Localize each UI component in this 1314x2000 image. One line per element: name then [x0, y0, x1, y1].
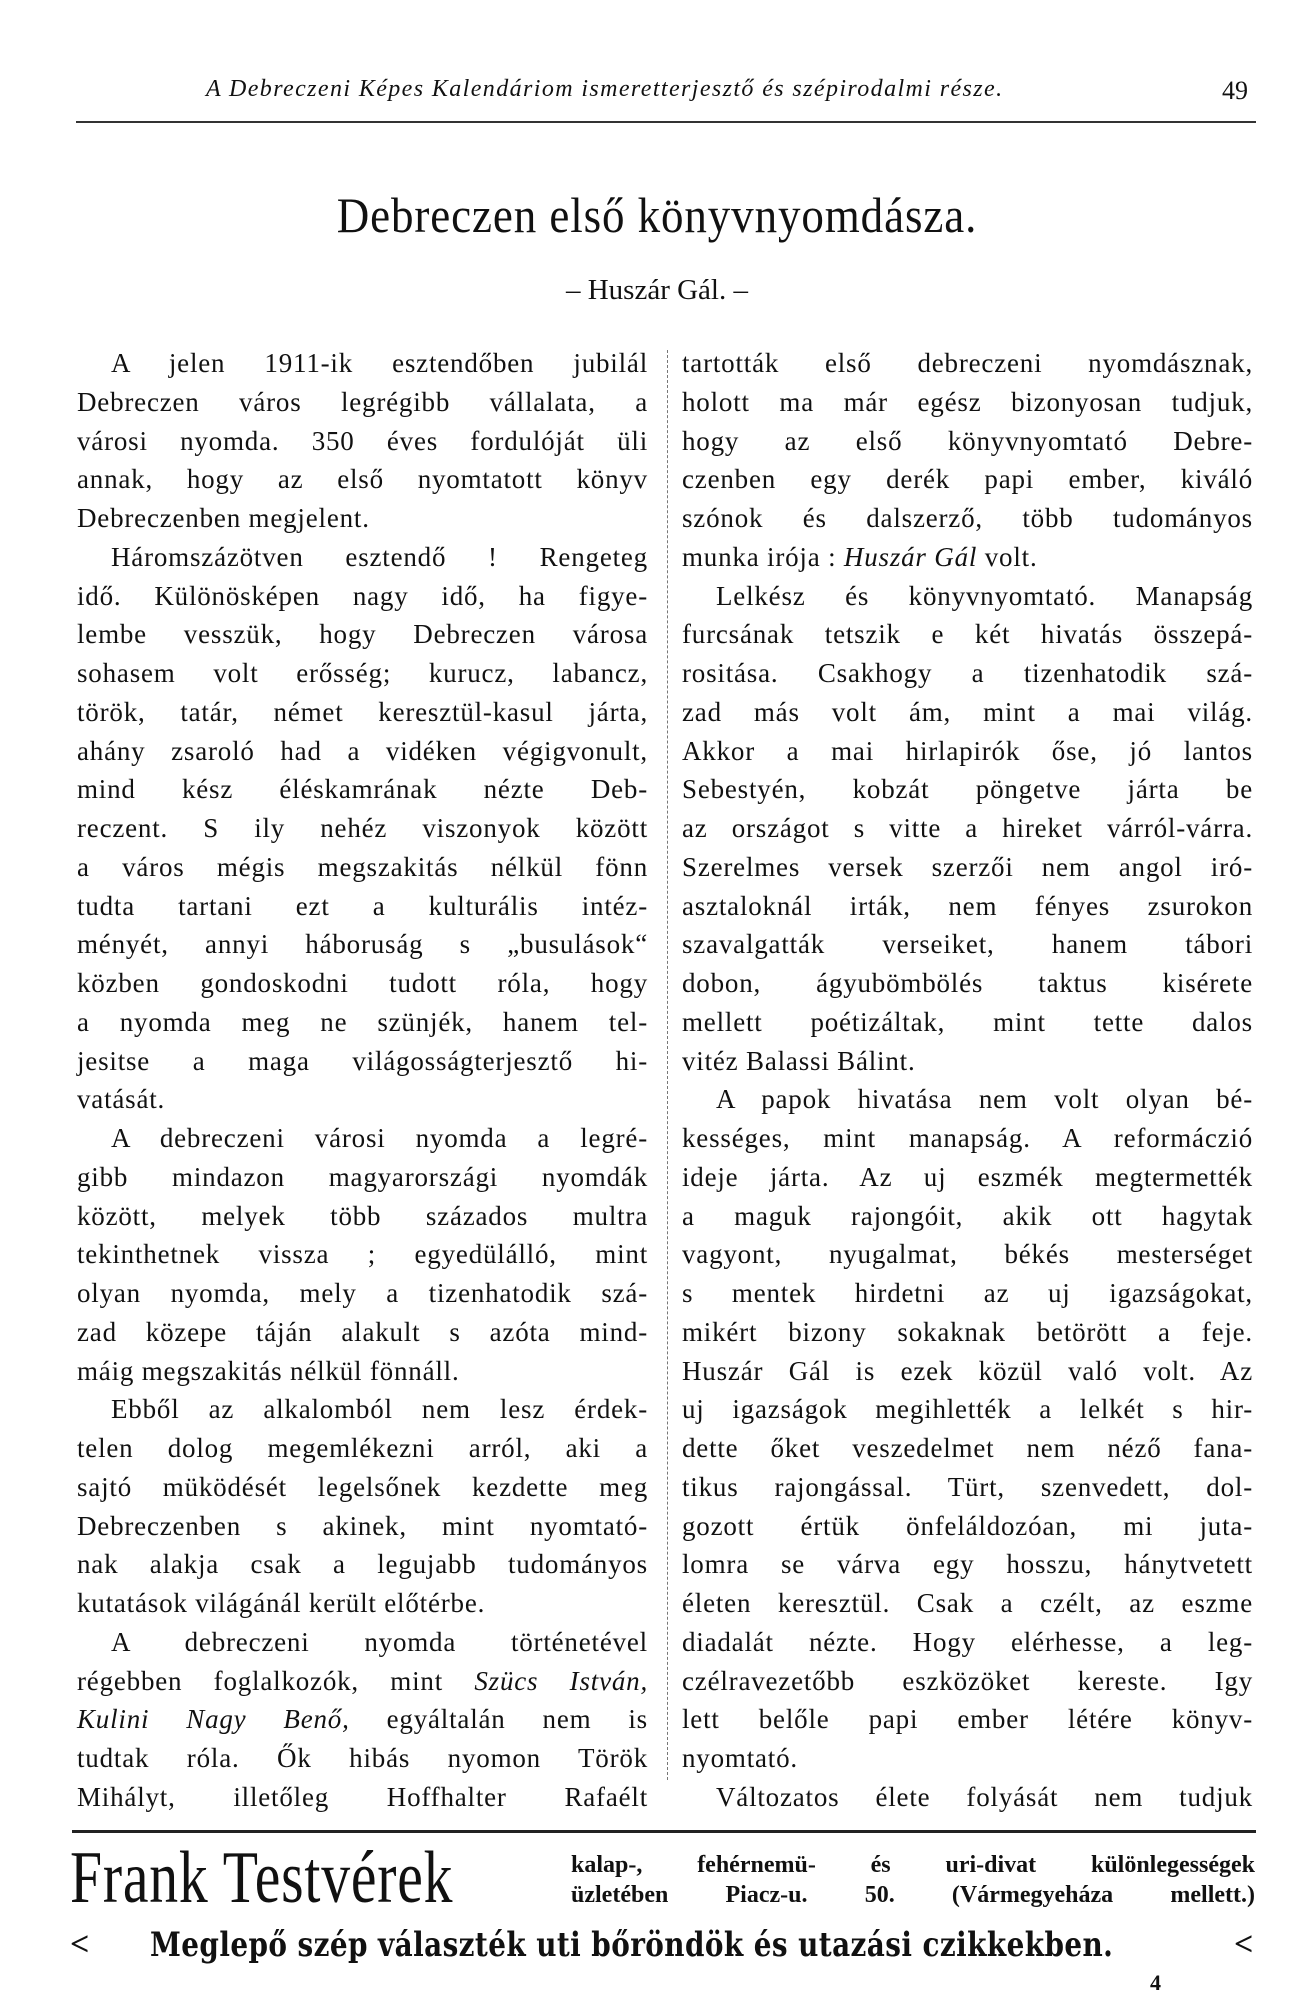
text-line [682, 1119, 1253, 1158]
text-line [77, 925, 648, 964]
text-line [77, 1080, 648, 1119]
text-line [682, 1584, 1253, 1623]
text-line [77, 1584, 648, 1623]
text-segment: szónok és dalszerző, több tudományos [682, 503, 1253, 533]
text-line [682, 770, 1253, 809]
text-segment: tikus rajongással. Türt, szenvedett, dol- [682, 1471, 1253, 1502]
article-title: Debreczen első könyvnyomdásza. [336, 187, 978, 243]
text-segment: rositása. Csakhogy a tizenhatodik szá- [682, 658, 1253, 688]
text-segment: török, tatár, német keresztül-kasul járta, [77, 696, 648, 727]
text-segment: vagyont, nyugalmat, békés mesterséget [682, 1239, 1253, 1270]
italic-name: Szücs István, [474, 1665, 648, 1696]
text-line [682, 1313, 1253, 1352]
text-line [682, 1042, 1253, 1081]
text-line [77, 1003, 648, 1042]
text-line [77, 732, 648, 771]
text-segment: lett belőle papi ember létére könyv- [682, 1704, 1253, 1735]
text-line [682, 1003, 1253, 1042]
text-line [682, 693, 1253, 732]
text-segment: munka irója : [682, 541, 844, 572]
text-line [682, 1158, 1253, 1197]
text-segment: egyáltalán nem is [349, 1704, 648, 1735]
text-line [77, 1119, 648, 1158]
text-segment: reczent. S ily nehéz viszonyok között [77, 813, 648, 843]
left-arrow-icon: < [70, 1926, 90, 1963]
text-line [682, 577, 1253, 616]
text-segment: annak, hogy az első nyomtatott könyv [77, 464, 648, 495]
text-line [682, 1235, 1253, 1274]
text-segment: telen dolog megemlékezni arról, aki a [77, 1433, 648, 1463]
text-line [77, 344, 648, 383]
text-segment: A debreczeni városi nyomda a legré- [111, 1123, 648, 1153]
text-line [682, 1390, 1253, 1429]
text-segment: gozott értük önfeláldozóan, mi juta- [682, 1510, 1253, 1541]
text-segment: gibb mindazon magyarországi nyomdák [77, 1161, 648, 1192]
text-line [77, 1778, 648, 1817]
text-line [682, 499, 1253, 538]
text-line [682, 964, 1253, 1003]
text-segment: mellett poétizáltak, mint tette dalos [682, 1006, 1253, 1037]
left-column [77, 344, 648, 1817]
text-line [682, 887, 1253, 926]
text-segment: holott ma már egész bizonyosan tudjuk, [682, 386, 1253, 417]
text-segment: hogy az első könyvnyomtató Debre- [682, 425, 1253, 456]
advertisement-desc-line: üzletében Piacz-u. 50. (Vármegyeháza mellett.) [571, 1882, 1255, 1908]
page-number: 49 [1222, 76, 1248, 105]
text-segment: A papok hivatása nem volt olyan bé- [716, 1084, 1253, 1115]
signature-mark: 4 [1150, 1970, 1161, 1995]
text-line [682, 654, 1253, 693]
text-line [682, 460, 1253, 499]
text-line [77, 1623, 648, 1662]
text-segment: zad közepe táján alakult s azóta mind- [77, 1316, 648, 1347]
text-line [77, 654, 648, 693]
text-segment: diadalát nézte. Hogy elérhesse, a leg- [682, 1626, 1253, 1657]
text-line [77, 1507, 648, 1546]
text-line [682, 383, 1253, 422]
text-segment: ményét, annyi háboruság s „busulások“ [77, 929, 648, 960]
text-segment: szavalgatták verseiket, hanem tábori [682, 929, 1253, 960]
text-line [77, 615, 648, 654]
text-segment: Ebből az alkalomból nem lesz érdek- [111, 1394, 648, 1425]
text-line [682, 422, 1253, 461]
text-segment: Szerelmes versek szerzői nem angol iró- [682, 851, 1253, 882]
column-divider [667, 350, 668, 1780]
text-line [77, 1158, 648, 1197]
text-line [77, 1390, 648, 1429]
text-segment: dette őket veszedelmet nem néző fana- [682, 1433, 1253, 1463]
advertisement-company-name: Frank Testvérek [70, 1837, 454, 1919]
text-line [682, 1468, 1253, 1507]
text-segment: kutatások világánál került előtérbe. [77, 1588, 486, 1618]
text-segment: Változatos élete folyását nem tudjuk [716, 1781, 1253, 1812]
text-segment: A debreczeni nyomda történetével [111, 1626, 648, 1657]
text-segment: régebben foglalkozók, mint [77, 1665, 475, 1696]
text-line [682, 732, 1253, 771]
advertisement-description [571, 1850, 1255, 1910]
text-segment: Lelkész és könyvnyomtató. Manapság [716, 580, 1253, 611]
text-segment: tudta tartani ezt a kulturális intéz- [77, 890, 648, 921]
text-segment: Debreczenben megjelent. [77, 503, 370, 533]
text-segment: czenben egy derék papi ember, kiváló [682, 464, 1253, 495]
text-segment: az országot s vitte a hireket várról-várra. [682, 813, 1253, 843]
text-segment: Háromszázötven esztendő ! Rengeteg [111, 541, 648, 572]
text-segment: mind kész éléskamrának nézte Deb- [77, 774, 648, 805]
text-line [77, 422, 648, 461]
text-segment: városi nyomda. 350 éves fordulóját üli [77, 425, 648, 456]
text-segment: furcsának tetszik e két hivatás összepá- [682, 619, 1253, 650]
text-line [77, 1313, 648, 1352]
text-segment: idő. Különösképen nagy idő, ha figye- [77, 580, 648, 611]
text-segment: asztaloknál irták, nem fényes zsurokon [682, 890, 1253, 921]
text-line [77, 383, 648, 422]
text-line [77, 809, 648, 848]
text-line [77, 693, 648, 732]
text-line [682, 1080, 1253, 1119]
text-line [682, 538, 1253, 577]
text-line [77, 1352, 648, 1391]
text-line [77, 848, 648, 887]
text-line [682, 1429, 1253, 1468]
italic-name: Kulini Nagy Benő, [77, 1704, 350, 1735]
text-segment: sohasem volt erősség; kurucz, labancz, [77, 658, 648, 688]
text-segment: s mentek hirdetni az uj igazságokat, [682, 1278, 1253, 1308]
text-line [77, 964, 648, 1003]
text-line [682, 1739, 1253, 1778]
text-line [77, 1042, 648, 1081]
text-segment: máig megszakitás nélkül fönnáll. [77, 1355, 460, 1386]
text-line [682, 848, 1253, 887]
text-segment: vitéz Balassi Bálint. [682, 1045, 916, 1076]
text-segment: volt. [977, 541, 1038, 572]
text-segment: lomra se várva egy hosszu, hánytvetett [682, 1549, 1253, 1580]
text-segment: Mihályt, illetőleg Hoffhalter Rafaélt [77, 1781, 648, 1812]
text-line [77, 1739, 648, 1778]
text-segment: jesitse a maga világosságterjesztő hi- [77, 1045, 648, 1076]
advertisement-desc-line: kalap-, fehérnemü- és uri-divat különlegességek [571, 1852, 1255, 1878]
text-line [77, 887, 648, 926]
text-segment: ahány zsaroló had a vidéken végigvonult, [77, 735, 648, 766]
text-segment: uj igazságok megihlették a lelkét s hir- [682, 1394, 1253, 1425]
advertisement-rule [72, 1830, 1256, 1833]
text-segment: vatását. [77, 1084, 166, 1115]
text-segment: között, melyek több százados multra [77, 1200, 648, 1231]
text-segment: a nyomda meg ne szünjék, hanem tel- [77, 1006, 648, 1037]
text-line [682, 1700, 1253, 1739]
text-line [77, 1197, 648, 1236]
text-line [77, 770, 648, 809]
text-segment: életen keresztül. Csak a czélt, az eszme [682, 1588, 1253, 1618]
text-line [682, 615, 1253, 654]
text-line [77, 1700, 648, 1739]
header-rule [76, 121, 1256, 123]
text-line [682, 1545, 1253, 1584]
text-segment: ideje járta. Az uj eszmék megtermették [682, 1161, 1253, 1192]
text-line [77, 1274, 648, 1313]
text-segment: a maguk rajongóit, akik ott hagytak [682, 1200, 1253, 1231]
text-line [77, 499, 648, 538]
text-line [682, 1352, 1253, 1391]
text-line [77, 1468, 648, 1507]
running-head: A Debreczeni Képes Kalendáriom ismeretterjesztő és szépirodalmi része. [206, 76, 1004, 102]
text-segment: tartották első debreczeni nyomdásznak, [682, 348, 1253, 378]
text-segment: Debreczenben s akinek, mint nyomtató- [77, 1510, 648, 1541]
text-line [682, 1274, 1253, 1313]
text-line [682, 1778, 1253, 1817]
text-segment: mikért bizony sokaknak betörött a feje. [682, 1316, 1253, 1347]
text-line [77, 1429, 648, 1468]
text-line [682, 1507, 1253, 1546]
text-line [682, 1197, 1253, 1236]
text-line [682, 344, 1253, 383]
text-line [77, 1545, 648, 1584]
text-segment: olyan nyomda, mely a tizenhatodik szá- [77, 1278, 648, 1308]
right-column [682, 344, 1253, 1817]
text-line [682, 1662, 1253, 1701]
text-line [77, 577, 648, 616]
text-segment: közben gondoskodni tudott róla, hogy [77, 968, 648, 998]
text-line [77, 1235, 648, 1274]
text-line [682, 1623, 1253, 1662]
text-segment: Akkor a mai hirlapirók őse, jó lantos [682, 735, 1253, 766]
text-segment: czélravezetőbb eszközöket kereste. Igy [682, 1665, 1253, 1696]
article-byline: – Huszár Gál. – [565, 274, 748, 306]
left-arrow-icon: < [1234, 1926, 1254, 1963]
text-segment: zad más volt ám, mint a mai világ. [682, 696, 1253, 727]
italic-name: Huszár Gál [843, 541, 978, 572]
text-line [77, 538, 648, 577]
text-line [77, 460, 648, 499]
text-line [682, 809, 1253, 848]
text-segment: a város mégis megszakitás nélkül fönn [77, 851, 648, 882]
text-line [682, 925, 1253, 964]
text-segment: sajtó müködését legelsőnek kezdette meg [77, 1471, 648, 1502]
text-segment: lembe vesszük, hogy Debreczen városa [77, 619, 648, 650]
text-line [77, 1662, 648, 1701]
text-segment: kességes, mint manapság. A reformáczió [682, 1123, 1253, 1153]
text-segment: dobon, ágyubömbölés taktus kisérete [682, 968, 1253, 998]
text-segment: tekinthetnek vissza ; egyedülálló, mint [77, 1239, 648, 1270]
text-segment: Huszár Gál is ezek közül való volt. Az [682, 1355, 1253, 1386]
text-segment: Sebestyén, kobzát pöngetve járta be [682, 774, 1253, 805]
text-segment: tudtak róla. Ők hibás nyomon Török [77, 1743, 648, 1773]
text-segment: nyomtató. [682, 1743, 798, 1773]
text-segment: A jelen 1911-ik esztendőben jubilál [111, 348, 648, 378]
text-segment: nak alakja csak a legujabb tudományos [77, 1549, 648, 1580]
advertisement-slogan: Meglepő szép választék uti bőröndök és utazási czikkekben. [150, 1925, 1114, 1965]
text-segment: Debreczen város legrégibb vállalata, a [77, 386, 648, 417]
